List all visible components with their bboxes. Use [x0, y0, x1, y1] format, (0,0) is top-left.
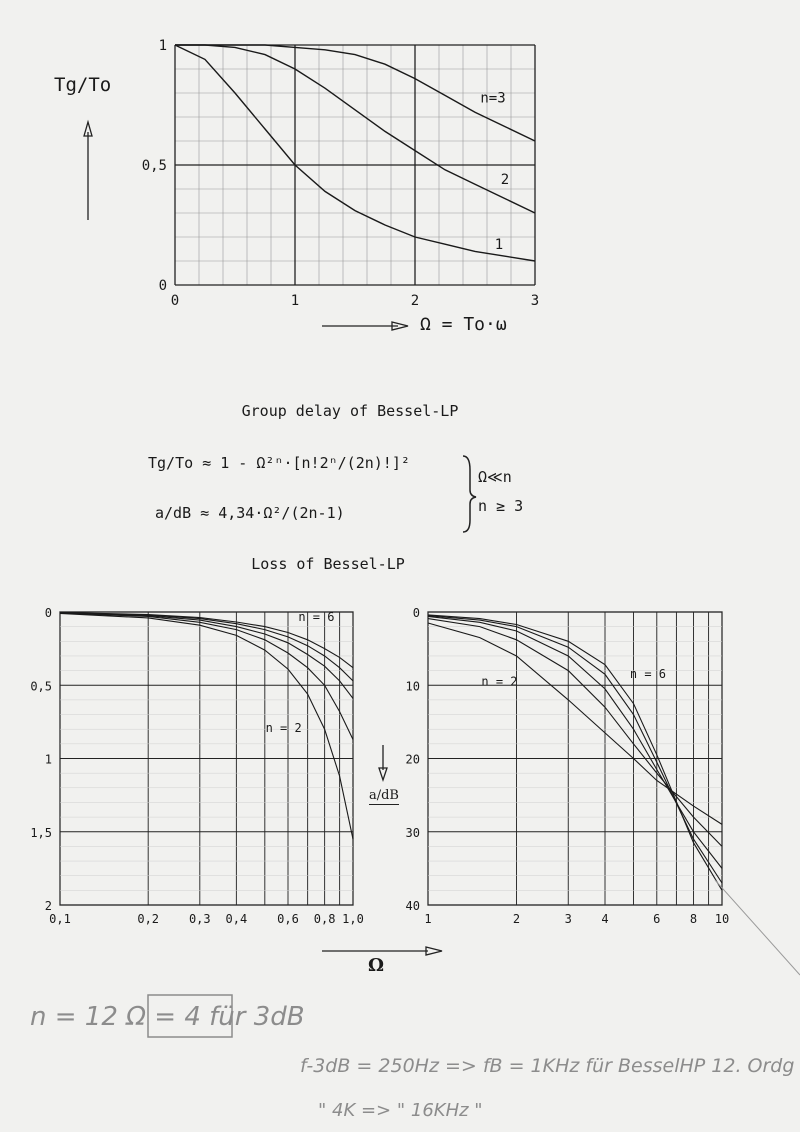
series-line	[428, 615, 722, 890]
y-tick-label: 0,5	[30, 679, 52, 694]
series-labels	[480, 91, 509, 253]
x-tick-label: 6	[653, 912, 661, 926]
series-line	[175, 45, 535, 261]
y-tick-label: 10	[405, 679, 420, 694]
x-tick-label: 0	[170, 293, 180, 309]
series-line	[175, 45, 535, 213]
x-tick-label: 2	[410, 293, 420, 309]
x-tick-label: 4	[601, 912, 609, 926]
loss-right-ticks	[406, 606, 730, 926]
grid	[175, 45, 535, 285]
y-tick-label: 1	[44, 752, 52, 767]
y-tick-label: 0,5	[141, 158, 167, 174]
x-tick-label: 0,1	[49, 912, 71, 926]
x-tick-label: 1,0	[342, 912, 364, 926]
y-tick-label: 1,5	[30, 825, 52, 840]
x-tick-label: 0,4	[225, 912, 248, 926]
handwritten-note-1: n = 12 Ω = 4 für 3dB	[30, 1002, 305, 1032]
x-tick-label: 0,6	[277, 912, 299, 926]
series-line	[428, 623, 722, 824]
y-tick-label: 1	[158, 38, 167, 54]
series-label: 1	[494, 237, 504, 253]
loss-caption: Loss of Bessel-LP	[251, 555, 405, 573]
condition-2: n ≥ 3	[478, 497, 524, 515]
pencil-line	[715, 880, 800, 975]
x-tick-label: 8	[689, 912, 698, 926]
series-label: n=3	[480, 90, 506, 107]
formula-line-2: a/dB ≈ 4,34·Ω²/(2n-1)	[155, 504, 345, 522]
handwritten-note-3: " 4K => " 16KHz "	[318, 1100, 483, 1121]
y-tick-label: 0	[412, 606, 420, 620]
y-tick-label: 20	[405, 752, 420, 767]
series-label: n = 6	[298, 609, 335, 624]
y-tick-label: 2	[44, 899, 52, 913]
y-tick-label: 30	[405, 825, 420, 840]
formula-line-1: Tg/To ≈ 1 - Ω²ⁿ·[n!2ⁿ/(2n)!]²	[148, 454, 410, 472]
x-tick-label: 3	[564, 912, 572, 926]
series-label: n = 2	[481, 674, 518, 689]
omega-axis-title: Ω	[368, 955, 385, 976]
loss-axis-title: a/dB	[368, 788, 399, 803]
loss-right-curves	[428, 615, 722, 890]
x-tick-label: 3	[530, 293, 540, 309]
x-tick-label: 0,8	[313, 912, 336, 926]
y-tick-label: 40	[405, 899, 420, 913]
x-axis-title: Ω = To·ω	[420, 314, 507, 335]
loss-left-ticks	[30, 606, 364, 926]
series-line	[60, 614, 353, 840]
series-label: n = 6	[629, 666, 667, 681]
y-tick-label: 0	[158, 278, 167, 294]
omega-arrow-head	[426, 947, 442, 955]
series-label: 2	[500, 172, 510, 189]
tick-labels	[142, 38, 540, 309]
y-tick-label: 0	[44, 606, 52, 620]
series-line	[428, 616, 722, 868]
x-tick-label: 2	[512, 912, 521, 926]
series-label: n = 2	[265, 721, 302, 736]
series-curves	[175, 45, 535, 261]
loss-left-curves	[60, 613, 353, 840]
condition-1: Ω≪n	[478, 468, 512, 486]
loss-right-grid	[428, 612, 722, 905]
x-tick-label: 1	[290, 293, 300, 309]
series-line	[60, 613, 353, 739]
x-tick-label: 0,2	[137, 912, 160, 926]
x-tick-label: 1	[424, 912, 432, 926]
condition-brace	[463, 456, 476, 532]
x-tick-label: 0,3	[188, 912, 211, 926]
group-delay-caption: Group delay of Bessel-LP	[241, 402, 459, 420]
x-tick-label: 10	[714, 912, 730, 926]
y-axis-title: Tg/To	[54, 74, 112, 96]
handwritten-note-2: f-3dB = 250Hz => fB = 1KHz für BesselHP 12. Ordg	[300, 1055, 795, 1077]
